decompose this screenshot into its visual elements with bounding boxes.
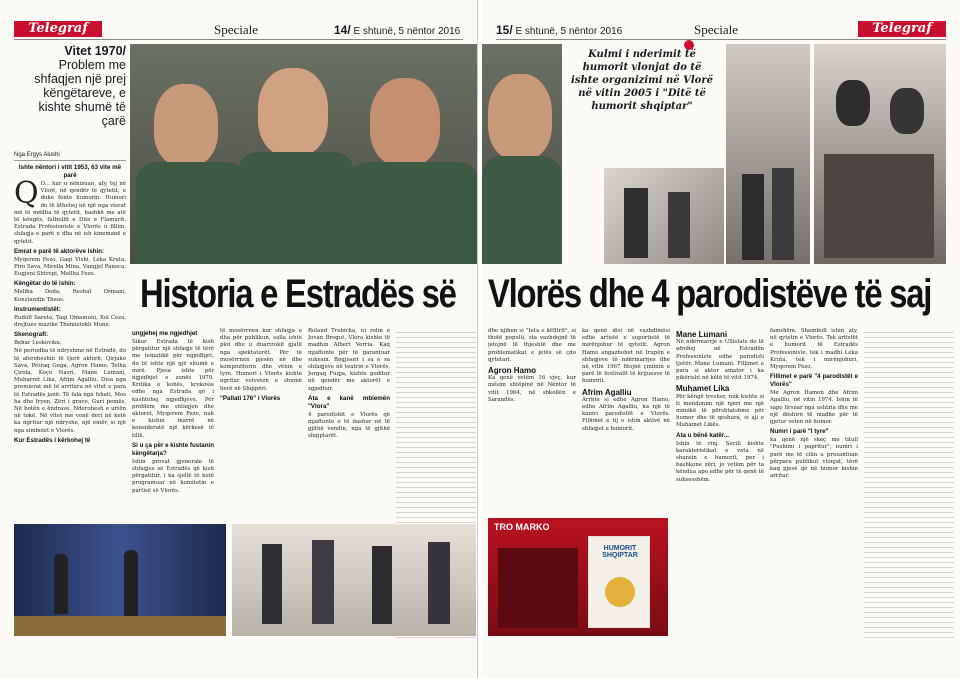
article-column-1 (14, 162, 126, 524)
archive-photo-2 (726, 44, 810, 264)
right-page (482, 0, 960, 678)
headline-part-1: Historia e Estradës së (140, 272, 456, 316)
column-2-body: Sikur Estrada të kish përgatitur një shfaqje të tërë me tematikë për ngjedhjet, do të ishte një gjë shumë e mirë. Pjesa ishte për ngjedhjet e zonës 1970. Kritika e kohës, krekosie edhe nga Estrada që i kushtohej ngjedhjeve. Për problem me shfaqjen dhe aktoret, Myqerem Fezo, nuk e kishin marrë në konsideratë një kërkesë të tillë. (132, 339, 214, 439)
name-agron-hamo: Agron Hamo (488, 366, 536, 376)
column-3-subhead: "Pallati 176" i Vlorës (220, 394, 281, 402)
author-byline: Nga Ergys Alushi (14, 152, 126, 161)
suit-1 (136, 162, 246, 264)
kicker (14, 44, 126, 128)
poster-board (588, 536, 650, 628)
right-column-1-body: dhe njihen si "Ieta e këlltrit", si thotë populli, sta vazhdojnë të jetojnë të thjeshtë dhe me problematikat e jetës së çdo qytetari. (488, 328, 576, 363)
stage-photo (14, 524, 226, 636)
archive-person-2 (668, 192, 690, 258)
subhead-singers: Këngëtar do të ishin: (14, 280, 76, 288)
name-mane-lumani: Mane Lumani (676, 330, 728, 339)
headline-part-2: Vlorës dhe 4 parodistëve të saj (488, 272, 932, 316)
face-2 (258, 68, 328, 156)
poster-emblem-icon (605, 577, 635, 607)
performer-silhouette-2 (124, 550, 138, 616)
right-column-3-body-3: Ishin të rinj. Secili kishte karakteristikat e veta në shansin e humorit, por i bashkone zëri, jo vetëm për ta këndua apo edhe për të qenë të suksesshëm. (676, 440, 764, 483)
parodists-photo-right (482, 44, 562, 264)
kicker-title: Vitet 1970/ (64, 44, 126, 58)
pull-quote: Kulmi i nderimit të humorit vlonjat do të ishte organizimi në Vlorë në vitin 2005 i "Ditë të humorit shqiptar" (571, 49, 713, 112)
right-column-2-body: ka qenë disi në vazhdimësi edhe artistë e suportistë të mirënjohur të qytetit. Agron Hamo angazhohet në trupën e shfaqjeve të ndërmarrjes dhe në vitin 1967 fitojnë çmimin e parë të festivalit të krijuesve të humorit. (582, 328, 670, 385)
instruments-list: Rudolf Sareta, Taqi Dinamuni, Xol Ceza, drejtues muzike Themistokli Mone. (14, 314, 126, 329)
right-column-3-subhead: Ata u bënë katër... (676, 431, 729, 439)
festival-poster-photo (488, 518, 668, 636)
kicker-body: Problem me shfaqjen një prej këngëtareve, e kishte shumë të çarë (34, 58, 126, 128)
page-meta-right (496, 23, 622, 37)
brand-logo-right: Telegraf (858, 21, 946, 37)
column-2-body-2: Ishin provat gjenerale të shfaqjes së Estradës që kish përgatitur, i ka sjellë të ketë programuar në komitetin e partisë së Vlorës. (132, 458, 214, 494)
archive-photo-1 (604, 168, 724, 264)
suit-4 (482, 156, 562, 264)
page-header-left (14, 20, 463, 40)
right-column-3 (676, 328, 764, 638)
brand-logo-left: Telegraf (14, 21, 102, 37)
performer-silhouette-1 (54, 554, 68, 614)
right-column-4-subhead-2: Numri i parë "I tyre" (770, 428, 829, 436)
column-4-body: Roland Trebicka, ni rolin e Jovan Bregut. Vlora kishte të madhin Albert Verria. Kaq mjaftonte për të garantuar sukesin. Regjisori i sa e sa shfaqjeve në teatrin e Vlorës, Jorgaq Fuqja, kishte goditur në qendër me aktorët e zgjedhur. (308, 328, 390, 392)
archive-photo-3 (814, 44, 946, 264)
person-2 (312, 540, 334, 624)
left-page (0, 0, 478, 678)
section-label-right: Speciale (694, 22, 739, 37)
right-column-5-text-block (864, 328, 954, 638)
right-column-4-subhead: Fillimet e parë "4 parodistët e Vlorës" (770, 373, 858, 389)
suit-3 (348, 162, 478, 264)
face-3 (370, 78, 440, 166)
right-column-4 (770, 328, 858, 638)
name-muhamet-lika: Muhamet Lika (676, 384, 730, 394)
suit-2 (238, 152, 354, 264)
intro-subhead: Ishte nëntori i vitit 1953, 63 vite më parë (18, 164, 122, 179)
name-afrim-agalliu: Afrim Agalliu (582, 387, 632, 397)
singers-list: Mellha Doda, Reshat Osmani, Konstandin Theos. (14, 289, 126, 303)
subhead-column-1-bottom: Kur Estradës i kërkohej të (14, 436, 91, 444)
archive-group (824, 154, 934, 258)
archive-face-2 (890, 88, 924, 134)
poster-title: HUMORIT SHQIPTAR (602, 545, 638, 559)
right-column-2 (582, 328, 670, 518)
column-2-subhead-2: Si u ça për e kishte fustanin këngëtarja? (132, 441, 214, 457)
page-date-right: E shtunë, 5 nëntor 2016 (515, 26, 623, 37)
section-label-left: Speciale (214, 22, 259, 37)
right-column-4-body-2: Me Agron Hamon dhe Afrim Agalliu, në vitin 1974. Ishin të sapo lirsuar nga ushtria dhe me një dëshirë të madhe për të gjetur veten në humor. (770, 390, 858, 426)
column-1-body: Në periudha të ndryshme në Estradë, do të aferoheshin të tjerë aktorë, Qirjako Sava, Petraq Gega, Agron Hamo, Telha Çirola, Koço Nasrí, Mane Lumani, Muharret Lika, Afrim Agalliu. Disa nga premierat më të arritura në vitet e para të Estradës janë: Të fala nga fshati, Mos ha dhe fryen, Zëri i grave, Guri pemës, Në botën e ëndrave, Nderohesh e urtën në tokë. Në vitet me vonë deri në ketë ka ngritur një ndryshe, një emër, si një nga simbolet e Vlorës. (14, 348, 126, 434)
right-column-3-body: Në ndërmarrje e Ulliolats do të afrohej në Estradën Profesioniste edhe parodisti tjetër, Mane Lumani. Fillimet e para si aktor amator i ka pikërisht në këtë të vitit 1974. (676, 339, 764, 382)
face-4 (488, 74, 552, 160)
right-column-4-body: famshëm. Shembull ishin aty, në qytetin e Vlorës. Tek artistët e humorit të Estradës Profesioniste, tek i madhi Leka Kruta, tek i mirënjohuri, Myqerem Fezo. (770, 328, 858, 371)
person-1 (262, 544, 282, 624)
parodists-photo-left (130, 44, 478, 264)
right-column-2-body-2: Arrhte si edhe Agron Hamo, edhe Afrim Agalliu, ka një të kaniri parodistët e Vlorës. Fillimet e tij e ishin aktivë në shfaqjet e humorit. (582, 396, 670, 432)
theatre-sign: TRO MARKO (494, 522, 550, 532)
subhead-scenography: Skenografi: (14, 331, 49, 339)
archive-person-3 (742, 174, 764, 260)
person-3 (372, 546, 392, 624)
person-4 (428, 542, 450, 624)
scenography-text: Behar Leskoviku. (14, 340, 62, 347)
page-meta-left (334, 23, 460, 37)
right-column-1-body-2: Ka qenë vetëm 16 vjeç, kur mësim shtëpinë në Nëntor të vitit 1964, në shkollën e Sarandës. (488, 375, 576, 403)
column-2-subhead: ungjehej me ngjedhjet (132, 330, 198, 337)
drop-cap: Q (14, 176, 39, 211)
subhead-instruments: Instrumentistët: (14, 305, 61, 313)
page-header-right (496, 20, 946, 40)
face-1 (154, 84, 218, 166)
theatre-entrance (498, 548, 578, 628)
column-4-subhead: Ata e kanë mbiemën "Vlora" (308, 394, 390, 410)
archive-person-4 (772, 168, 794, 260)
right-column-4-body-3: ka qenë një skeç me titull "Pushimi i papritur", numri i parë me të cilin u prezantuan përpara publikut vlonjat, tërë kaq pjesë që në humor kishin arritur. (770, 437, 858, 480)
page-number-left: 14/ (334, 23, 351, 37)
group-photo (232, 524, 476, 636)
page-date-left: E shtunë, 5 nëntor 2016 (353, 26, 461, 37)
archive-face-1 (836, 80, 870, 126)
right-column-3-body-2: Për këngë tresher, nuk kishte si ti mendonim një njeri me një mimikë të përshtatshme për humor dhe të qeshura, si aji e Muhamet Likës. (676, 393, 764, 429)
actors-list: Myqerem Fezo, Gaqi Vishi, Leka Kruta, Piro Sava, Mirella Mina, Vangjel Paneca, Eugjeni Shtrepi, Mellha Fezo. (14, 256, 126, 278)
column-3-body: të mosërrnen kur shfaqja u dha për publikun, salla ishte plot dhe u duartrokit gjatë nga spektatorët. Për të mosërrnen pjesën në dhe kompozitorin dhe vënin e tyre. Humori i Vlorës kishte ngritur vetveten e shumë herë në Shqipëri. (220, 328, 302, 392)
page-number-right: 15/ (496, 23, 513, 37)
intro-paragraph: O... kur u nënizuan, aty, tej në Vlorë, në qendër të qytetit, u duke fonte humorin. Humori do të kthehej në një nga vlerat më të mëdha të qytetit, bashkë me atë të këngës, futbollit e Dite e Flamurit. Estrada Profesioniste e Vlorës u fillim, shfaqja e parë u dha në ish kinemanë e qytetit. (14, 181, 126, 245)
subhead-actors: Emrat e parë të aktorëve ishin: (14, 247, 105, 255)
archive-person-1 (624, 188, 648, 258)
column-4-body-2: 4 parodistët e Vlorës që mjaftonte e të dashur në të gjithë vendin, nga të gjithë shqiptarët. (308, 411, 390, 440)
stage-floor (14, 616, 226, 636)
